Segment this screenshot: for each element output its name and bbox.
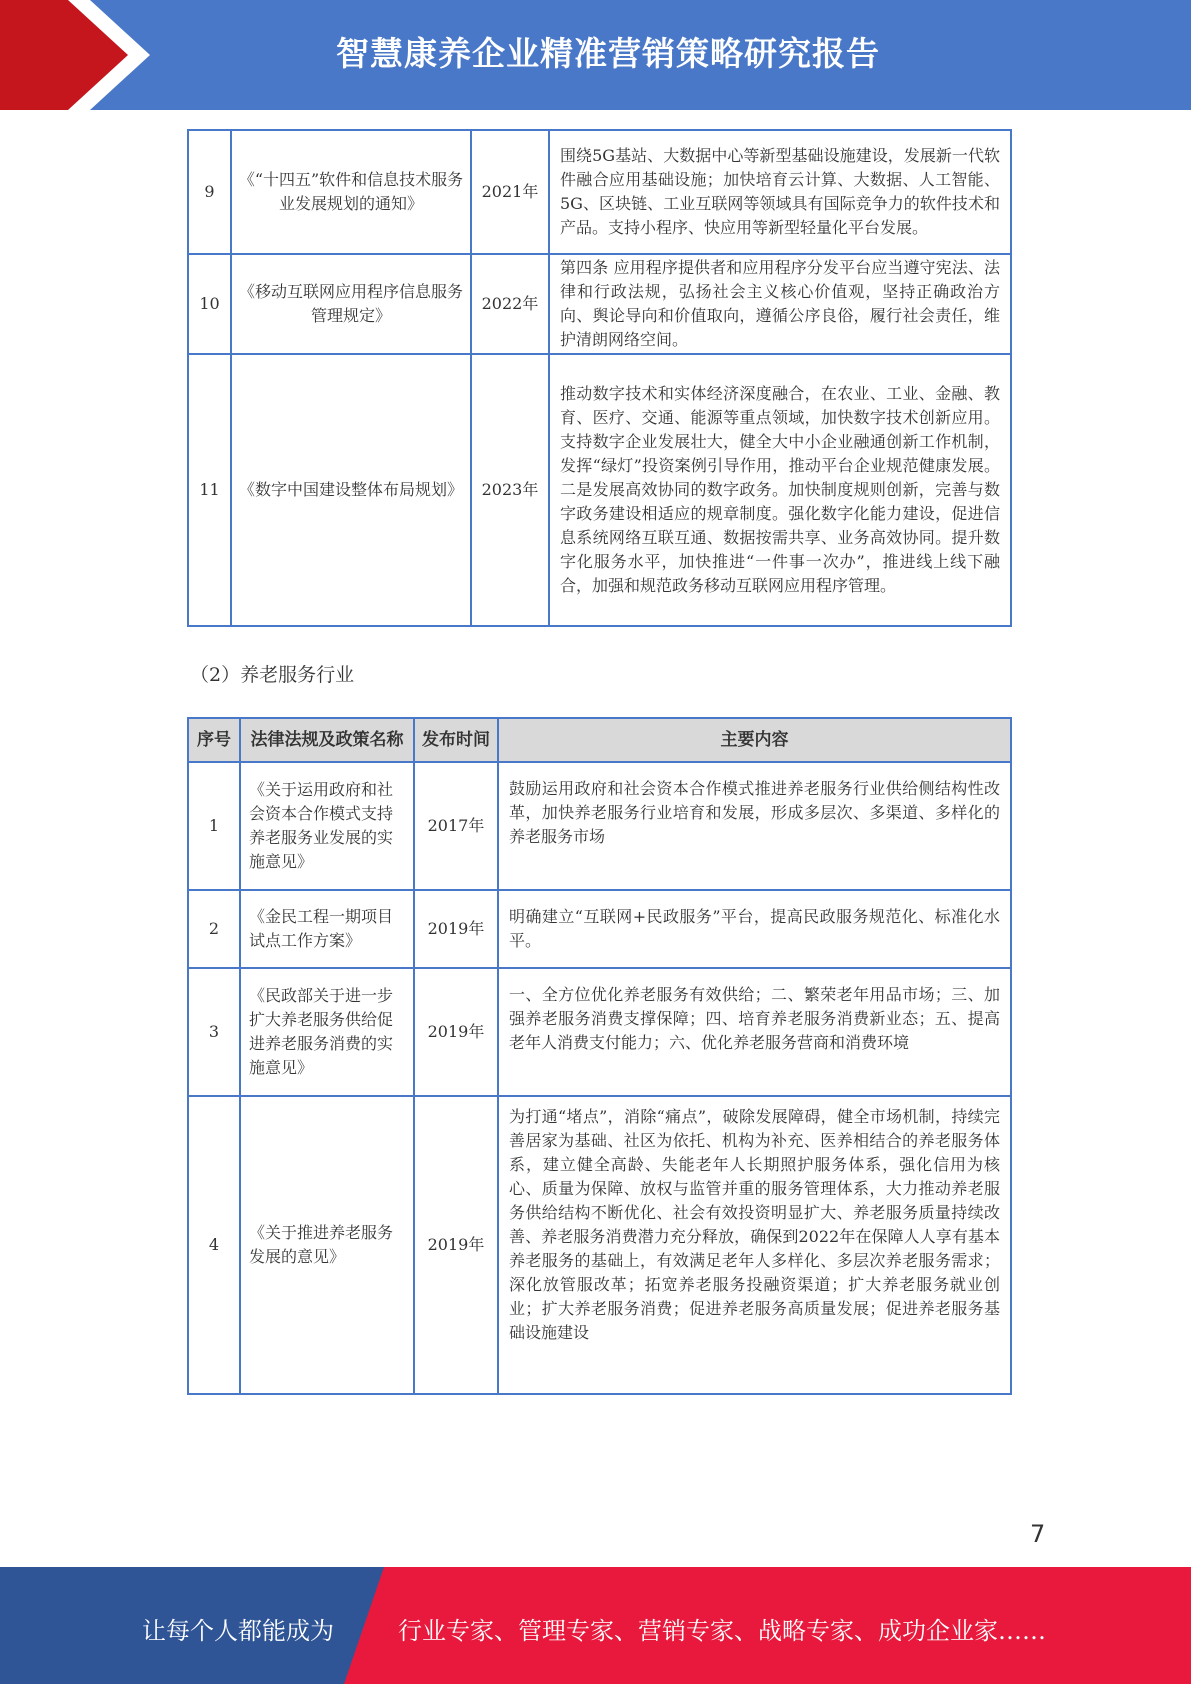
row-number: 2 (188, 890, 240, 968)
header-publish-time: 发布时间 (414, 718, 498, 762)
policy-content: 第四条 应用程序提供者和应用程序分发平台应当遵守宪法、法律和行政法规，弘扬社会主义核心价值观，坚持正确政治方向、舆论导向和价值取向，遵循公序良俗，履行社会责任，维护清朗网络空间。 (549, 254, 1011, 354)
table-row (188, 1096, 1011, 1394)
publish-year: 2023年 (471, 354, 549, 626)
policy-content: 推动数字技术和实体经济深度融合，在农业、工业、金融、教育、医疗、交通、能源等重点领域，加快数字技术创新应用。支持数字企业发展壮大，健全大中小企业融通创新工作机制，发挥“绿灯”投资案例引导作用，推动平台企业规范健康发展。二是发展高效协同的数字政务。加快制度规则创新，完善与数字政务建设相适应的规章制度。强化数字化能力建设，促进信息系统网络互联互通、数据按需共享、业务高效协同。提升数字化服务水平，加快推进“一件事一次办”，推进线上线下融合，加强和规范政务移动互联网应用程序管理。 (549, 354, 1011, 626)
table-row (188, 254, 1011, 354)
footer-slogan-right: 行业专家、管理专家、营销专家、战略专家、成功企业家…… (398, 1617, 1046, 1645)
publish-year: 2019年 (414, 890, 498, 968)
publish-year: 2021年 (471, 130, 549, 254)
publish-year: 2017年 (414, 762, 498, 890)
policy-table-elderly-care (187, 717, 1012, 1395)
row-number: 4 (188, 1096, 240, 1394)
policy-name: 《关于运用政府和社会资本合作模式支持养老服务业发展的实施意见》 (240, 762, 414, 890)
policy-content: 一、全方位优化养老服务有效供给；二、繁荣老年用品市场；三、加强养老服务消费支撑保障；四、培育养老服务消费新业态；五、提高老年人消费支付能力；六、优化养老服务营商和消费环境 (498, 968, 1011, 1096)
row-number: 11 (188, 354, 231, 626)
publish-year: 2019年 (414, 1096, 498, 1394)
policy-content: 为打通“堵点”，消除“痛点”，破除发展障碍，健全市场机制，持续完善居家为基础、社区为依托、机构为补充、医养相结合的养老服务体系，建立健全高龄、失能老年人长期照护服务体系，强化信用为核心、质量为保障、放权与监管并重的服务管理体系，大力推动养老服务供给结构不断优化、社会有效投资明显扩大、养老服务质量持续改善、养老服务消费潜力充分释放，确保到2022年在保障人人享有基本养老服务的基础上，有效满足老年人多样化、多层次养老服务需求；深化放管服改革；拓宽养老服务投融资渠道；扩大养老服务就业创业；扩大养老服务消费；促进养老服务高质量发展；促进养老服务基础设施建设 (498, 1096, 1011, 1394)
publish-year: 2019年 (414, 968, 498, 1096)
table-row (188, 762, 1011, 890)
policy-name: 《民政部关于进一步扩大养老服务供给促进养老服务消费的实施意见》 (240, 968, 414, 1096)
row-number: 9 (188, 130, 231, 254)
policy-content: 围绕5G基站、大数据中心等新型基础设施建设，发展新一代软件融合应用基础设施；加快培育云计算、大数据、人工智能、5G、区块链、工业互联网等领域具有国际竞争力的软件技术和产品。支持小程序、快应用等新型轻量化平台发展。 (549, 130, 1011, 254)
publish-year: 2022年 (471, 254, 549, 354)
row-number: 3 (188, 968, 240, 1096)
footer-slogan-left: 让每个人都能成为 (142, 1617, 334, 1645)
table-row (188, 130, 1011, 254)
header-main-content: 主要内容 (498, 718, 1011, 762)
page-number: 7 (1030, 1520, 1046, 1548)
report-title: 智慧康养企业精准营销策略研究报告 (336, 34, 880, 73)
page-footer (0, 1567, 1191, 1684)
policy-content: 鼓励运用政府和社会资本合作模式推进养老服务行业供给侧结构性改革，加快养老服务行业培育和发展，形成多层次、多渠道、多样化的养老服务市场 (498, 762, 1011, 890)
policy-name: 《“十四五”软件和信息技术服务业发展规划的通知》 (231, 130, 471, 254)
policy-name: 《移动互联网应用程序信息服务管理规定》 (231, 254, 471, 354)
header-policy-name: 法律法规及政策名称 (240, 718, 414, 762)
table-row (188, 354, 1011, 626)
row-number: 10 (188, 254, 231, 354)
policy-name: 《数字中国建设整体布局规划》 (231, 354, 471, 626)
policy-table-software (187, 129, 1012, 627)
section-heading: （2）养老服务行业 (190, 664, 355, 686)
page-header (0, 0, 1191, 110)
table-row (188, 890, 1011, 968)
table-row (188, 968, 1011, 1096)
header-number: 序号 (188, 718, 240, 762)
policy-content: 明确建立“互联网+民政服务”平台，提高民政服务规范化、标准化水平。 (498, 890, 1011, 968)
policy-name: 《关于推进养老服务发展的意见》 (240, 1096, 414, 1394)
table-header-row (188, 718, 1011, 762)
policy-name: 《金民工程一期项目试点工作方案》 (240, 890, 414, 968)
row-number: 1 (188, 762, 240, 890)
